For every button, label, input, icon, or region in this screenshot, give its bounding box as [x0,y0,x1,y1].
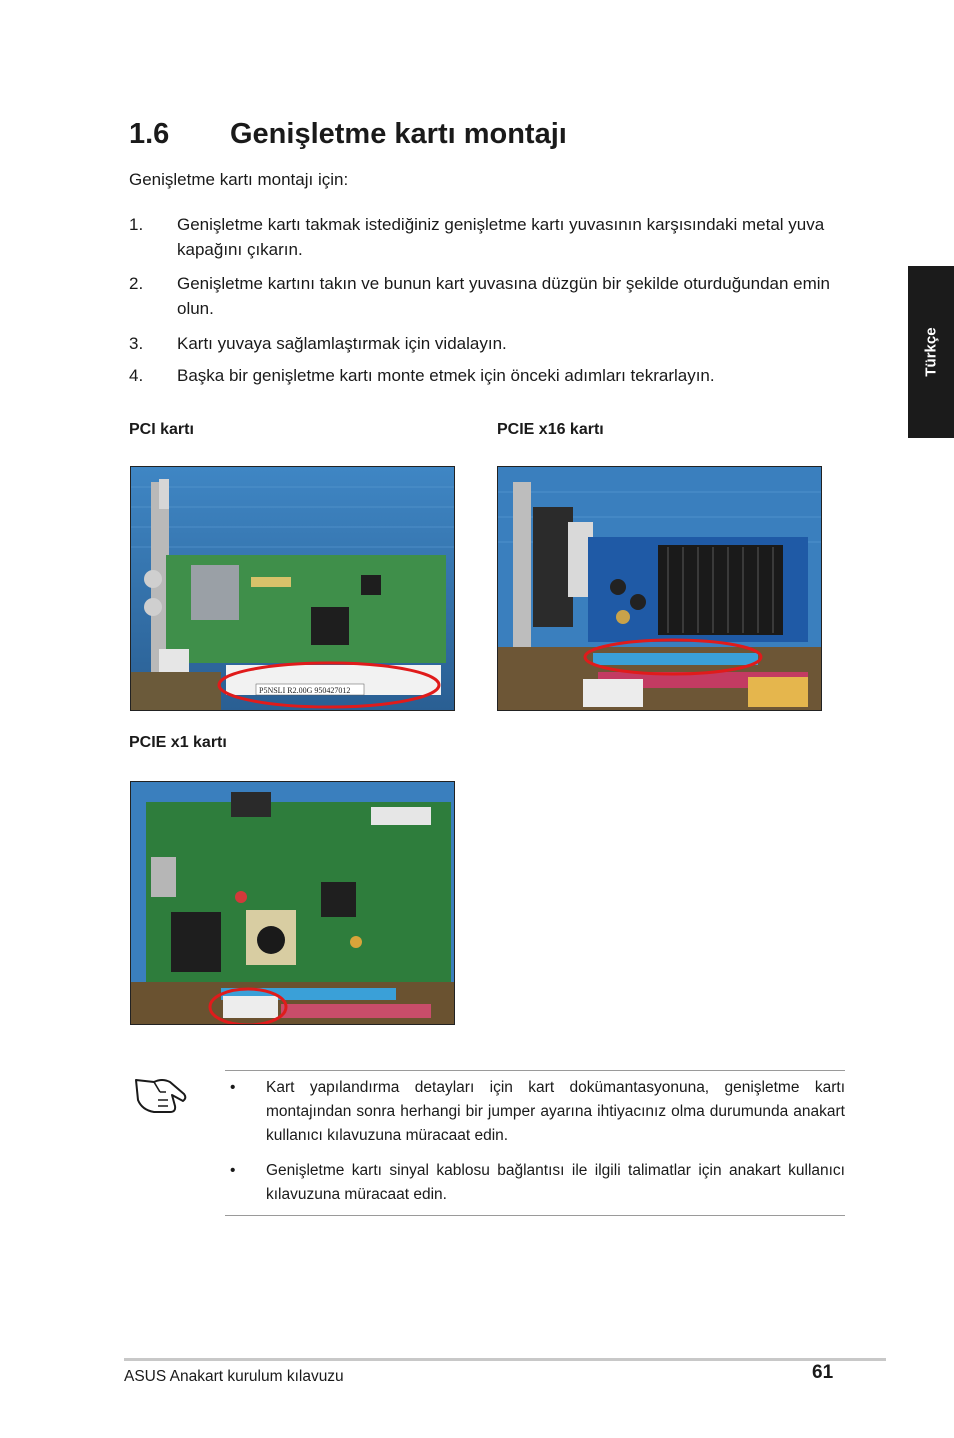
note-bullet: • [230,1079,236,1096]
note-text: Kart yapılandırma detayları için kart dokümantasyonuna, genişletme kartı montajından sonra herhangi bir jumper ayarına ihtiyacınız olma durumunda anakart kullanıcı kılavuzuna müracaat edin. [266,1079,845,1144]
step-text: Başka bir genişletme kartı monte etmek için önceki adımları tekrarlayın. [177,366,715,385]
note-top-rule [225,1070,845,1071]
pointing-hand-icon [132,1068,188,1118]
pcie16-caption: PCIE x16 kartı [497,421,604,438]
page-number: 61 [812,1362,834,1383]
step-number: 3. [129,334,144,353]
pci-caption: PCI kartı [129,421,194,438]
pcie16-card-photo [497,466,822,711]
language-side-tab [908,266,954,438]
step-text: Kartı yuvaya sağlamlaştırmak için vidalayın. [177,334,507,353]
footer-manual-title: ASUS Anakart kurulum kılavuzu [124,1368,344,1385]
step-number: 1. [129,215,144,234]
step-number: 4. [129,366,144,385]
pci-card-photo [130,466,455,711]
step-text: Genişletme kartını takın ve bunun kart yuvasına düzgün bir şekilde oturduğundan emin olun. [177,274,830,318]
note-text: Genişletme kartı sinyal kablosu bağlantısı ile ilgili talimatlar için anakart kullanıcı kılavuzuna müracaat edin. [266,1162,845,1203]
section-title: Genişletme kartı montajı [230,118,567,150]
footer-rule [124,1358,886,1361]
pcie1-caption: PCIE x1 kartı [129,734,227,751]
pci-photo-label: P5NSLI R2.00G 950427012 [259,686,351,695]
step-text: Genişletme kartı takmak istediğiniz genişletme kartı yuvasının karşısındaki metal yuva kapağını çıkarın. [177,215,825,259]
pcie1-card-photo [130,781,455,1025]
note-bottom-rule [225,1215,845,1216]
section-number: 1.6 [129,118,170,150]
note-bullet: • [230,1162,236,1179]
intro-text: Genişletme kartı montajı için: [129,170,349,189]
language-label: Türkçe [922,327,940,377]
step-number: 2. [129,274,144,293]
